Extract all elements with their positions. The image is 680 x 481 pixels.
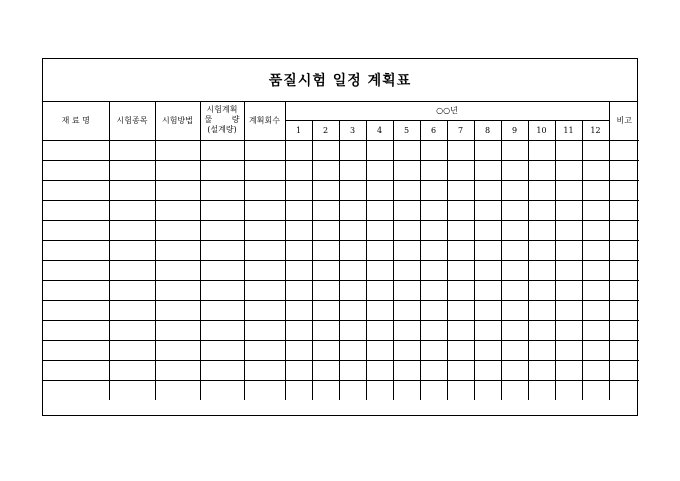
table-cell[interactable] bbox=[109, 320, 155, 340]
table-cell[interactable] bbox=[339, 240, 366, 260]
table-cell[interactable] bbox=[200, 380, 244, 400]
table-cell[interactable] bbox=[555, 200, 582, 220]
planned-qty-line2-b: 량 bbox=[231, 115, 240, 125]
table-cell[interactable] bbox=[420, 320, 447, 340]
table-cell[interactable] bbox=[393, 240, 420, 260]
table-cell[interactable] bbox=[528, 300, 555, 320]
table-cell[interactable] bbox=[109, 220, 155, 240]
table-cell[interactable] bbox=[447, 360, 474, 380]
table-cell[interactable] bbox=[109, 260, 155, 280]
month-header: 2 bbox=[312, 120, 339, 140]
table-cell[interactable] bbox=[200, 360, 244, 380]
table-cell[interactable] bbox=[501, 320, 528, 340]
table-cell[interactable] bbox=[501, 160, 528, 180]
table-cell[interactable] bbox=[582, 320, 609, 340]
schedule-table bbox=[43, 101, 639, 400]
table-cell[interactable] bbox=[501, 140, 528, 160]
table-row bbox=[43, 160, 639, 180]
title-area bbox=[43, 59, 637, 102]
table-cell[interactable] bbox=[339, 280, 366, 300]
table-cell[interactable] bbox=[312, 200, 339, 220]
header-test-item: 시험종목 bbox=[109, 101, 155, 140]
table-cell[interactable] bbox=[285, 200, 312, 220]
table-cell[interactable] bbox=[393, 140, 420, 160]
table-cell[interactable] bbox=[555, 380, 582, 400]
table-cell[interactable] bbox=[339, 340, 366, 360]
table-cell[interactable] bbox=[555, 360, 582, 380]
document-title: 품질시험 일정 계획표 bbox=[268, 73, 412, 89]
table-cell[interactable] bbox=[109, 340, 155, 360]
table-cell[interactable] bbox=[109, 280, 155, 300]
table-cell[interactable] bbox=[609, 280, 639, 300]
table-cell[interactable] bbox=[528, 200, 555, 220]
table-cell[interactable] bbox=[447, 140, 474, 160]
table-cell[interactable] bbox=[447, 340, 474, 360]
header-row-top bbox=[43, 101, 639, 120]
header-remarks: 비고 bbox=[609, 101, 639, 140]
table-cell[interactable] bbox=[555, 180, 582, 200]
table-row bbox=[43, 280, 639, 300]
table-cell[interactable] bbox=[109, 180, 155, 200]
table-cell[interactable] bbox=[582, 240, 609, 260]
table-cell[interactable] bbox=[312, 320, 339, 340]
table-cell[interactable] bbox=[528, 380, 555, 400]
table-cell[interactable] bbox=[528, 240, 555, 260]
table-cell[interactable] bbox=[155, 160, 200, 180]
table-cell[interactable] bbox=[200, 280, 244, 300]
header-material-name: 재 료 명 bbox=[43, 101, 109, 140]
table-row bbox=[43, 200, 639, 220]
table-cell[interactable] bbox=[109, 140, 155, 160]
table-cell[interactable] bbox=[43, 380, 109, 400]
table-cell[interactable] bbox=[155, 240, 200, 260]
table-cell[interactable] bbox=[393, 360, 420, 380]
table-cell[interactable] bbox=[244, 280, 285, 300]
table-cell[interactable] bbox=[200, 220, 244, 240]
table-cell[interactable] bbox=[420, 360, 447, 380]
table-cell[interactable] bbox=[420, 240, 447, 260]
table-cell[interactable] bbox=[312, 380, 339, 400]
table-cell[interactable] bbox=[501, 260, 528, 280]
table-cell[interactable] bbox=[501, 280, 528, 300]
table-cell[interactable] bbox=[447, 280, 474, 300]
table-cell[interactable] bbox=[312, 140, 339, 160]
table-cell[interactable] bbox=[609, 200, 639, 220]
table-cell[interactable] bbox=[155, 140, 200, 160]
table-cell[interactable] bbox=[420, 160, 447, 180]
month-header: 11 bbox=[555, 120, 582, 140]
month-header: 10 bbox=[528, 120, 555, 140]
table-cell[interactable] bbox=[312, 240, 339, 260]
table-cell[interactable] bbox=[474, 340, 501, 360]
table-cell[interactable] bbox=[420, 300, 447, 320]
table-cell[interactable] bbox=[528, 340, 555, 360]
table-cell[interactable] bbox=[339, 180, 366, 200]
header-test-method: 시험방법 bbox=[155, 101, 200, 140]
table-cell[interactable] bbox=[285, 320, 312, 340]
table-cell[interactable] bbox=[285, 380, 312, 400]
table-cell[interactable] bbox=[474, 140, 501, 160]
table-cell[interactable] bbox=[366, 140, 393, 160]
table-cell[interactable] bbox=[474, 200, 501, 220]
table-cell[interactable] bbox=[447, 160, 474, 180]
table-cell[interactable] bbox=[109, 200, 155, 220]
table-cell[interactable] bbox=[155, 280, 200, 300]
table-cell[interactable] bbox=[501, 200, 528, 220]
table-cell[interactable] bbox=[200, 340, 244, 360]
table-cell[interactable] bbox=[43, 360, 109, 380]
table-cell[interactable] bbox=[200, 200, 244, 220]
table-cell[interactable] bbox=[528, 320, 555, 340]
table-cell[interactable] bbox=[609, 160, 639, 180]
table-cell[interactable] bbox=[528, 140, 555, 160]
table-cell[interactable] bbox=[501, 360, 528, 380]
table-cell[interactable] bbox=[43, 200, 109, 220]
table-cell[interactable] bbox=[339, 200, 366, 220]
table-row bbox=[43, 320, 639, 340]
table-cell[interactable] bbox=[43, 280, 109, 300]
table-cell[interactable] bbox=[582, 140, 609, 160]
table-cell[interactable] bbox=[393, 320, 420, 340]
table-cell[interactable] bbox=[200, 180, 244, 200]
table-cell[interactable] bbox=[366, 180, 393, 200]
table-cell[interactable] bbox=[285, 340, 312, 360]
table-cell[interactable] bbox=[285, 300, 312, 320]
table-cell[interactable] bbox=[339, 260, 366, 280]
table-cell[interactable] bbox=[393, 220, 420, 240]
table-cell[interactable] bbox=[474, 360, 501, 380]
table-cell[interactable] bbox=[528, 360, 555, 380]
table-cell[interactable] bbox=[393, 200, 420, 220]
table-cell[interactable] bbox=[582, 180, 609, 200]
table-cell[interactable] bbox=[109, 360, 155, 380]
table-cell[interactable] bbox=[501, 240, 528, 260]
table-cell[interactable] bbox=[609, 220, 639, 240]
table-cell[interactable] bbox=[366, 200, 393, 220]
table-cell[interactable] bbox=[312, 360, 339, 380]
table-cell[interactable] bbox=[155, 340, 200, 360]
table-cell[interactable] bbox=[244, 140, 285, 160]
table-cell[interactable] bbox=[200, 140, 244, 160]
table-cell[interactable] bbox=[555, 340, 582, 360]
table-cell[interactable] bbox=[200, 260, 244, 280]
table-cell[interactable] bbox=[582, 160, 609, 180]
schedule-sheet bbox=[42, 58, 638, 416]
table-cell[interactable] bbox=[244, 160, 285, 180]
table-cell[interactable] bbox=[447, 180, 474, 200]
table-cell[interactable] bbox=[447, 320, 474, 340]
table-cell[interactable] bbox=[339, 320, 366, 340]
table-row bbox=[43, 260, 639, 280]
table-cell[interactable] bbox=[393, 260, 420, 280]
table-cell[interactable] bbox=[609, 320, 639, 340]
table-cell[interactable] bbox=[244, 200, 285, 220]
table-cell[interactable] bbox=[200, 300, 244, 320]
table-cell[interactable] bbox=[474, 320, 501, 340]
table-cell[interactable] bbox=[312, 300, 339, 320]
table-cell[interactable] bbox=[474, 280, 501, 300]
table-cell[interactable] bbox=[582, 380, 609, 400]
table-cell[interactable] bbox=[528, 160, 555, 180]
table-cell[interactable] bbox=[555, 140, 582, 160]
table-cell[interactable] bbox=[474, 380, 501, 400]
table-cell[interactable] bbox=[43, 220, 109, 240]
table-cell[interactable] bbox=[393, 380, 420, 400]
table-cell[interactable] bbox=[155, 300, 200, 320]
table-cell[interactable] bbox=[609, 140, 639, 160]
table-cell[interactable] bbox=[366, 300, 393, 320]
table-cell[interactable] bbox=[393, 280, 420, 300]
table-cell[interactable] bbox=[609, 180, 639, 200]
planned-qty-line2-a: 물 bbox=[204, 115, 213, 125]
table-cell[interactable] bbox=[285, 360, 312, 380]
table-cell[interactable] bbox=[366, 260, 393, 280]
table-cell[interactable] bbox=[43, 180, 109, 200]
table-cell[interactable] bbox=[200, 320, 244, 340]
table-cell[interactable] bbox=[285, 220, 312, 240]
table-cell[interactable] bbox=[582, 220, 609, 240]
table-cell[interactable] bbox=[555, 320, 582, 340]
table-cell[interactable] bbox=[366, 380, 393, 400]
table-cell[interactable] bbox=[155, 180, 200, 200]
table-cell[interactable] bbox=[582, 360, 609, 380]
table-cell[interactable] bbox=[339, 160, 366, 180]
table-cell[interactable] bbox=[420, 380, 447, 400]
month-header: 12 bbox=[582, 120, 609, 140]
table-cell[interactable] bbox=[555, 240, 582, 260]
header-planned-count: 계획회수 bbox=[244, 101, 285, 140]
table-cell[interactable] bbox=[393, 300, 420, 320]
month-header: 3 bbox=[339, 120, 366, 140]
table-cell[interactable] bbox=[528, 220, 555, 240]
header-planned-quantity bbox=[200, 101, 244, 140]
table-row bbox=[43, 180, 639, 200]
table-cell[interactable] bbox=[420, 280, 447, 300]
table-row bbox=[43, 220, 639, 240]
table-cell[interactable] bbox=[312, 260, 339, 280]
table-cell[interactable] bbox=[43, 140, 109, 160]
table-cell[interactable] bbox=[393, 180, 420, 200]
table-cell[interactable] bbox=[366, 160, 393, 180]
month-header: 1 bbox=[285, 120, 312, 140]
table-cell[interactable] bbox=[312, 280, 339, 300]
table-cell[interactable] bbox=[582, 340, 609, 360]
table-cell[interactable] bbox=[366, 320, 393, 340]
table-cell[interactable] bbox=[555, 220, 582, 240]
table-cell[interactable] bbox=[285, 160, 312, 180]
table-cell[interactable] bbox=[447, 380, 474, 400]
table-cell[interactable] bbox=[582, 300, 609, 320]
table-cell[interactable] bbox=[555, 280, 582, 300]
table-cell[interactable] bbox=[155, 380, 200, 400]
table-cell[interactable] bbox=[244, 220, 285, 240]
table-cell[interactable] bbox=[609, 340, 639, 360]
table-cell[interactable] bbox=[555, 300, 582, 320]
table-cell[interactable] bbox=[339, 220, 366, 240]
table-cell[interactable] bbox=[285, 240, 312, 260]
table-cell[interactable] bbox=[447, 240, 474, 260]
table-cell[interactable] bbox=[447, 220, 474, 240]
table-cell[interactable] bbox=[501, 180, 528, 200]
table-cell[interactable] bbox=[312, 180, 339, 200]
table-cell[interactable] bbox=[420, 260, 447, 280]
table-row bbox=[43, 240, 639, 260]
table-cell[interactable] bbox=[501, 220, 528, 240]
table-cell[interactable] bbox=[366, 360, 393, 380]
table-cell[interactable] bbox=[285, 280, 312, 300]
table-cell[interactable] bbox=[43, 320, 109, 340]
table-cell[interactable] bbox=[244, 240, 285, 260]
table-cell[interactable] bbox=[43, 340, 109, 360]
table-cell[interactable] bbox=[366, 220, 393, 240]
table-cell[interactable] bbox=[474, 300, 501, 320]
table-cell[interactable] bbox=[339, 360, 366, 380]
table-cell[interactable] bbox=[244, 260, 285, 280]
table-cell[interactable] bbox=[109, 240, 155, 260]
table-cell[interactable] bbox=[285, 180, 312, 200]
table-cell[interactable] bbox=[447, 200, 474, 220]
table-cell[interactable] bbox=[582, 200, 609, 220]
table-cell[interactable] bbox=[285, 140, 312, 160]
table-cell[interactable] bbox=[244, 320, 285, 340]
table-cell[interactable] bbox=[393, 340, 420, 360]
table-cell[interactable] bbox=[474, 160, 501, 180]
table-cell[interactable] bbox=[420, 180, 447, 200]
table-cell[interactable] bbox=[474, 180, 501, 200]
table-cell[interactable] bbox=[244, 360, 285, 380]
table-cell[interactable] bbox=[609, 360, 639, 380]
table-cell[interactable] bbox=[244, 180, 285, 200]
table-cell[interactable] bbox=[420, 200, 447, 220]
table-cell[interactable] bbox=[109, 300, 155, 320]
table-cell[interactable] bbox=[200, 160, 244, 180]
table-cell[interactable] bbox=[339, 140, 366, 160]
table-cell[interactable] bbox=[312, 220, 339, 240]
table-cell[interactable] bbox=[366, 340, 393, 360]
table-cell[interactable] bbox=[155, 260, 200, 280]
table-row bbox=[43, 340, 639, 360]
table-cell[interactable] bbox=[155, 200, 200, 220]
table-cell[interactable] bbox=[312, 160, 339, 180]
table-cell[interactable] bbox=[366, 280, 393, 300]
month-header: 6 bbox=[420, 120, 447, 140]
planned-qty-line3: (설계량) bbox=[207, 125, 237, 135]
planned-qty-line2 bbox=[201, 115, 244, 125]
table-cell[interactable] bbox=[244, 300, 285, 320]
table-cell[interactable] bbox=[43, 300, 109, 320]
table-cell[interactable] bbox=[555, 260, 582, 280]
table-row bbox=[43, 300, 639, 320]
table-cell[interactable] bbox=[43, 240, 109, 260]
table-cell[interactable] bbox=[609, 300, 639, 320]
table-cell[interactable] bbox=[582, 260, 609, 280]
table-cell[interactable] bbox=[312, 340, 339, 360]
table-cell[interactable] bbox=[501, 380, 528, 400]
month-header: 8 bbox=[474, 120, 501, 140]
table-cell[interactable] bbox=[447, 260, 474, 280]
table-cell[interactable] bbox=[474, 260, 501, 280]
table-row bbox=[43, 380, 639, 400]
table-cell[interactable] bbox=[555, 160, 582, 180]
table-row bbox=[43, 140, 639, 160]
table-cell[interactable] bbox=[155, 220, 200, 240]
table-cell[interactable] bbox=[528, 180, 555, 200]
table-cell[interactable] bbox=[244, 380, 285, 400]
month-header: 5 bbox=[393, 120, 420, 140]
table-row bbox=[43, 360, 639, 380]
planned-qty-line1: 시험계획 bbox=[206, 105, 238, 115]
table-cell[interactable] bbox=[339, 380, 366, 400]
table-cell[interactable] bbox=[393, 160, 420, 180]
table-cell[interactable] bbox=[582, 280, 609, 300]
table-cell[interactable] bbox=[528, 260, 555, 280]
table-cell[interactable] bbox=[501, 340, 528, 360]
table-cell[interactable] bbox=[339, 300, 366, 320]
table-cell[interactable] bbox=[420, 340, 447, 360]
header-year-group: ○○년 bbox=[285, 101, 609, 120]
table-cell[interactable] bbox=[43, 160, 109, 180]
month-header: 4 bbox=[366, 120, 393, 140]
table-cell[interactable] bbox=[285, 260, 312, 280]
month-header: 7 bbox=[447, 120, 474, 140]
table-cell[interactable] bbox=[109, 160, 155, 180]
table-cell[interactable] bbox=[244, 340, 285, 360]
table-cell[interactable] bbox=[474, 220, 501, 240]
table-cell[interactable] bbox=[501, 300, 528, 320]
table-cell[interactable] bbox=[420, 140, 447, 160]
table-cell[interactable] bbox=[447, 300, 474, 320]
table-cell[interactable] bbox=[109, 380, 155, 400]
table-cell[interactable] bbox=[474, 240, 501, 260]
table-cell[interactable] bbox=[609, 240, 639, 260]
month-header: 9 bbox=[501, 120, 528, 140]
table-cell[interactable] bbox=[528, 280, 555, 300]
table-cell[interactable] bbox=[609, 380, 639, 400]
table-cell[interactable] bbox=[609, 260, 639, 280]
table-cell[interactable] bbox=[420, 220, 447, 240]
table-cell[interactable] bbox=[155, 360, 200, 380]
table-cell[interactable] bbox=[366, 240, 393, 260]
table-cell[interactable] bbox=[155, 320, 200, 340]
table-cell[interactable] bbox=[43, 260, 109, 280]
table-cell[interactable] bbox=[200, 240, 244, 260]
